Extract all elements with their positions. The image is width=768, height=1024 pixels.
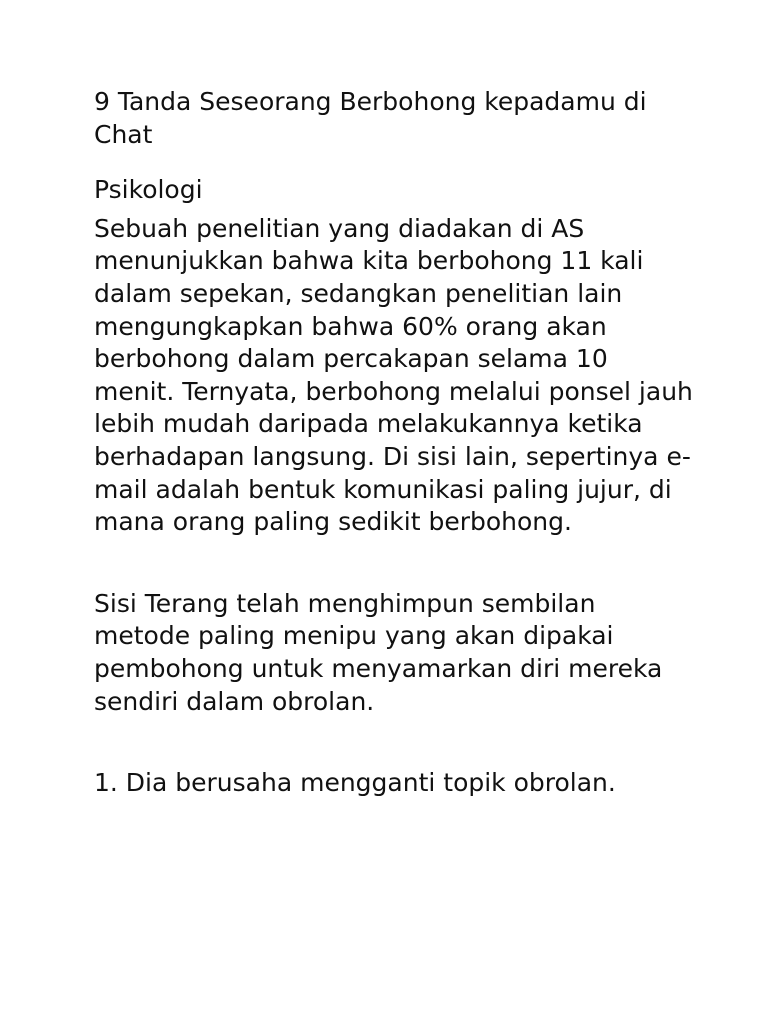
intro-paragraph: Sebuah penelitian yang diadakan di AS menunjukkan bahwa kita berbohong 11 kali dalam sepekan, sedangkan penelitian lain mengungkapkan bahwa 60% orang akan berbohong dalam percakapan selama 10 menit. Ternyata, berbohong melalui ponsel jauh lebih mudah daripada melakukannya ketika berhadapan langsung. Di sisi lain, sepertinya e-mail adalah bentuk komunikasi paling jujur, di mana orang paling sedikit berbohong.: [94, 213, 693, 537]
list-item-1: 1. Dia berusaha mengganti topik obrolan.: [94, 768, 616, 798]
category-label: Psikologi: [94, 175, 203, 205]
summary-paragraph: Sisi Terang telah menghimpun sembilan metode paling menipu yang akan dipakai pembohong untuk menyamarkan diri mereka sendiri dalam obrolan.: [94, 588, 663, 716]
document-title: 9 Tanda Seseorang Berbohong kepadamu di Chat: [94, 87, 647, 149]
document-page: [94, 86, 694, 800]
